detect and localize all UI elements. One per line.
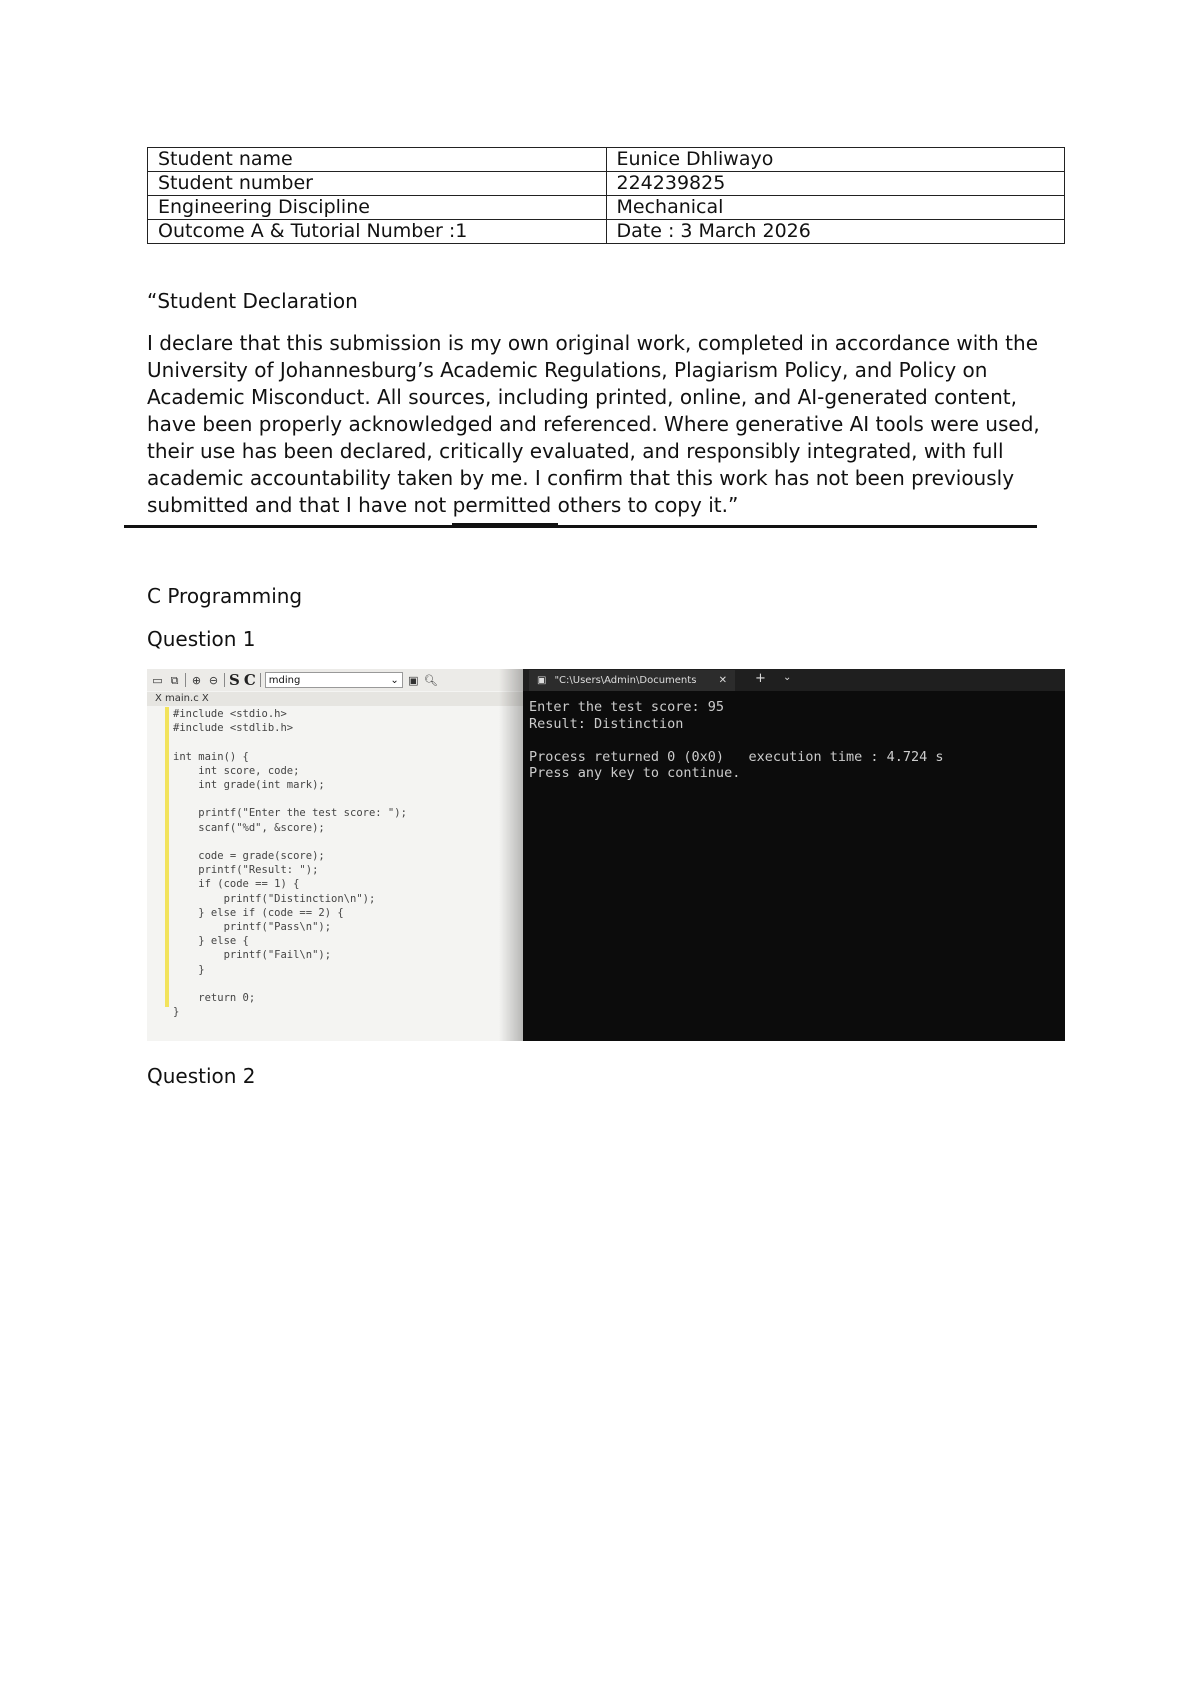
row-value: Mechanical (606, 196, 1065, 220)
source-code: #include <stdio.h> #include <stdlib.h> int main() { int score, code; int grade(int mark); printf("Enter the test score: "); scanf("%d", &score); code = grade(score); printf("Result: "); if (code == 1) { printf("Distinction\n"); } else if (code == 2) { printf("Pass\n"); } else { printf("Fail\n"); } return 0; } (173, 708, 407, 1019)
table-row (148, 148, 1065, 172)
row-value: Eunice Dhliwayo (606, 148, 1065, 172)
jump-icon[interactable]: ▣ (408, 673, 419, 687)
row-label: Outcome A & Tutorial Number :1 (148, 220, 607, 244)
code-screenshot (147, 669, 1065, 1041)
row-label: Student number (148, 172, 607, 196)
table-row (148, 220, 1065, 244)
row-value: Date : 3 March 2026 (606, 220, 1065, 244)
question-1-label: Question 1 (147, 627, 256, 651)
zoom-out-icon[interactable]: ⊖ (208, 673, 219, 687)
toolbar-separator (260, 673, 261, 687)
terminal-titlebar (523, 669, 1065, 691)
terminal-tab-title: "C:\Users\Admin\Documents (554, 675, 697, 686)
terminal-tab[interactable] (529, 670, 735, 691)
row-label: Engineering Discipline (148, 196, 607, 220)
zoom-in-icon[interactable]: ⊕ (191, 673, 202, 687)
divider-line-accent (452, 523, 558, 525)
terminal-window (523, 669, 1065, 1041)
new-tab-icon[interactable]: + (755, 671, 766, 686)
divider-line (124, 525, 1037, 528)
select-value: mding (268, 674, 301, 686)
row-value: 224239825 (606, 172, 1065, 196)
window-icon[interactable]: ▭ (152, 673, 163, 687)
code-completion-select[interactable] (265, 672, 403, 688)
toolbar-separator (224, 673, 225, 687)
close-icon[interactable]: ✕ (718, 675, 727, 686)
code-editor-panel (147, 669, 523, 1041)
declaration-body: I declare that this submission is my own original work, completed in accordance with the University of Johannesburg’s Academic Regulations, Plagiarism Policy, and Policy on Academic Misconduct. All sources, including printed, online, and AI-generated content, have been properly acknowledged and referenced. Where generative AI tools were used, their use has been declared, critically evaluated, and responsibly integrated, with full academic accountability taken by me. I confirm that this work has not been previously submitted and that I have not permitted others to copy it.” (147, 331, 1040, 517)
editor-tab-main-c[interactable]: X main.c X (147, 692, 523, 706)
student-info-table (147, 147, 1065, 244)
declaration-title: “Student Declaration (147, 289, 358, 313)
change-marker (165, 707, 169, 1007)
table-row (148, 172, 1065, 196)
question-2-label: Question 2 (147, 1064, 256, 1088)
chevron-down-icon: ⌄ (390, 674, 399, 686)
toolbar-s-button[interactable]: S (229, 671, 240, 689)
windows-icon[interactable]: ⧉ (170, 673, 179, 687)
table-row (148, 196, 1065, 220)
find-icon[interactable]: 🔍︎ (423, 673, 438, 687)
row-label: Student name (148, 148, 607, 172)
terminal-icon: ▣ (537, 675, 547, 686)
toolbar-c-button[interactable]: C (243, 671, 256, 689)
toolbar-separator (185, 673, 186, 687)
editor-toolbar (147, 669, 523, 691)
section-title: C Programming (147, 584, 303, 608)
chevron-down-icon[interactable]: ⌄ (783, 672, 792, 683)
panel-shadow (499, 669, 523, 1041)
terminal-output: Enter the test score: 95 Result: Distinction Process returned 0 (0x0) execution time : 4.724 s Press any key to continue. (529, 699, 944, 781)
